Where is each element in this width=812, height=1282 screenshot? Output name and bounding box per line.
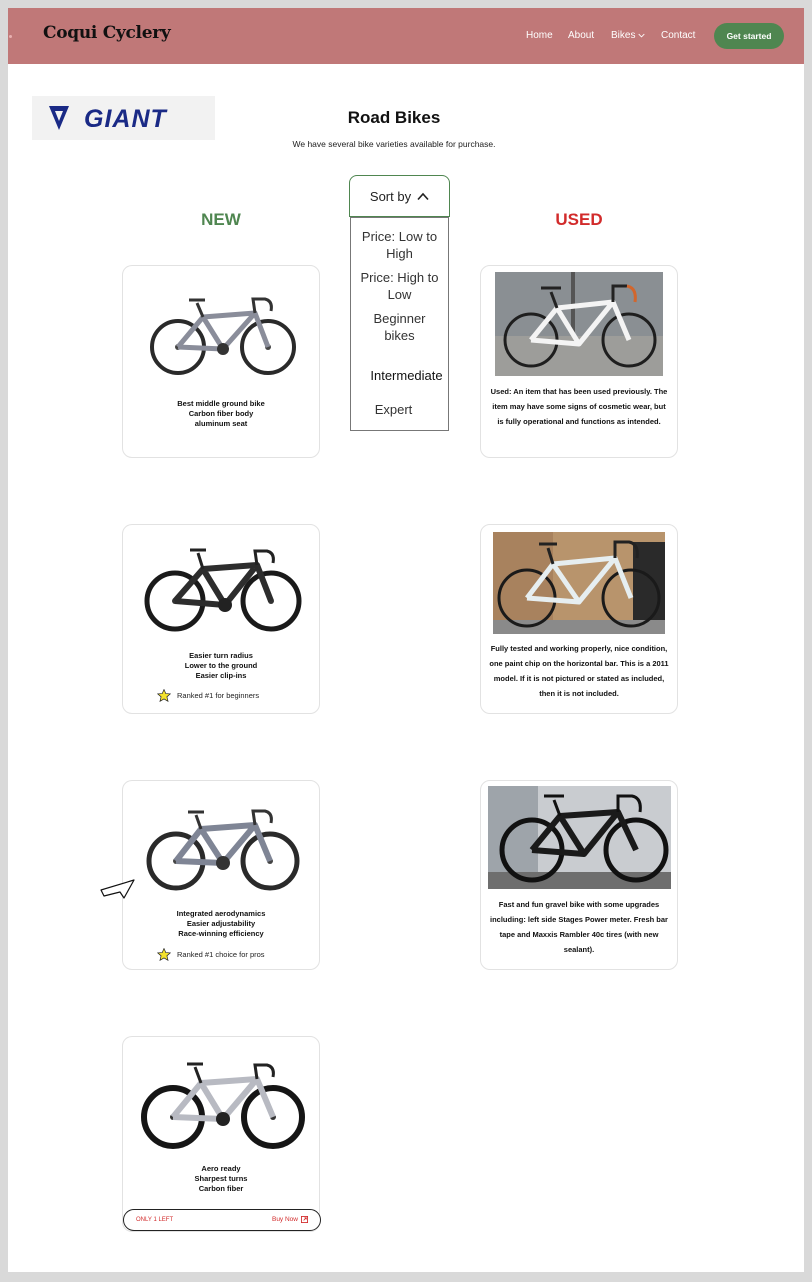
new-bike-card-1[interactable] xyxy=(122,265,320,458)
page-subtitle: We have several bike varieties available for purchase. xyxy=(292,139,496,149)
sort-label: Sort by xyxy=(369,188,412,204)
get-started-button[interactable]: Get started xyxy=(714,23,784,49)
external-link-icon xyxy=(301,1216,308,1223)
chevron-up-icon xyxy=(417,192,429,201)
new-bike-card-3[interactable] xyxy=(122,780,320,970)
buy-now-label: Buy Now xyxy=(271,1216,298,1223)
sort-option-line: High xyxy=(386,246,413,261)
stock-label: ONLY 1 LEFT xyxy=(136,1217,174,1223)
bike-feature: aluminum seat xyxy=(194,419,248,428)
sort-option-beginner[interactable] xyxy=(351,310,448,344)
bike-feature: Lower to the ground xyxy=(184,661,258,670)
star-icon xyxy=(157,689,171,702)
nav-contact[interactable]: Contact xyxy=(661,30,696,41)
sort-option-line: bikes xyxy=(384,328,415,343)
bike-feature: Easier adjustability xyxy=(186,919,256,928)
nav-bikes[interactable] xyxy=(611,30,645,41)
sort-option-line: Expert xyxy=(374,402,413,417)
used-description: Used: An item that has been used previously. The item may have some signs of cosmetic wear, but is fully operational and functions as intended. xyxy=(490,387,668,426)
buy-bar xyxy=(123,1209,321,1231)
navbar xyxy=(8,8,804,64)
decorative-dot xyxy=(9,35,12,38)
sort-button[interactable] xyxy=(349,175,450,217)
bike-feature: Easier turn radius xyxy=(189,651,253,660)
used-description: Fully tested and working properly, nice condition, one paint chip on the horizontal bar. This is a 2011 model. If it is not pictured or stated as included, then it is not included. xyxy=(489,644,669,698)
cursor-arrow-icon xyxy=(100,878,136,900)
giant-logo xyxy=(32,96,215,140)
sort-option-line: Price: Low to xyxy=(361,229,438,244)
sort-option-price-high-low[interactable] xyxy=(351,269,448,303)
sort-option-intermediate[interactable] xyxy=(351,367,448,384)
sort-option-line: Beginner xyxy=(373,311,426,326)
page-title: Road Bikes xyxy=(347,108,441,127)
new-column-heading: NEW xyxy=(201,210,241,229)
brand-logo[interactable]: Coqui Cyclery xyxy=(43,23,171,43)
used-column-heading: USED xyxy=(555,210,603,229)
nav-bikes-label: Bikes xyxy=(611,30,636,41)
bike-feature: Race-winning efficiency xyxy=(178,929,264,938)
bike-image xyxy=(143,791,303,901)
chevron-down-icon xyxy=(638,32,645,39)
used-bike-card-1[interactable] xyxy=(480,265,678,458)
sort-menu xyxy=(350,217,449,431)
bike-image xyxy=(143,281,303,386)
new-bike-card-2[interactable] xyxy=(122,524,320,714)
nav-home[interactable]: Home xyxy=(526,30,553,41)
used-description: Fast and fun gravel bike with some upgrades including: left side Stages Power meter. Fresh bar tape and Maxxis Rambler 40c tires (with new sealant). xyxy=(490,900,668,954)
rank-text: Ranked #1 for beginners xyxy=(177,691,260,700)
sort-option-price-low-high[interactable] xyxy=(351,228,448,262)
rank-badge xyxy=(157,948,265,961)
nav-about[interactable]: About xyxy=(568,30,595,41)
new-bike-card-4[interactable] xyxy=(122,1036,320,1232)
sort-option-line: Intermediate xyxy=(370,368,443,383)
bike-photo xyxy=(495,272,663,376)
bike-feature: Best middle ground bike xyxy=(177,399,265,408)
rank-badge xyxy=(157,689,259,702)
bike-feature: Carbon fiber xyxy=(198,1184,244,1193)
used-bike-card-2[interactable] xyxy=(480,524,678,714)
bike-feature: Integrated aerodynamics xyxy=(176,909,266,918)
bike-feature: Aero ready xyxy=(201,1164,241,1173)
page xyxy=(8,8,804,1272)
sort-option-expert[interactable] xyxy=(351,401,448,418)
bike-feature: Easier clip-ins xyxy=(195,671,247,680)
bike-feature: Sharpest turns xyxy=(194,1174,248,1183)
sort-option-line: Price: High to xyxy=(360,270,439,285)
bike-photo xyxy=(493,532,665,634)
used-bike-card-3[interactable] xyxy=(480,780,678,970)
giant-emblem-icon xyxy=(48,104,70,132)
bike-image xyxy=(143,535,303,640)
giant-wordmark: GIANT xyxy=(84,105,167,133)
star-icon xyxy=(157,948,171,961)
bike-feature: Carbon fiber body xyxy=(188,409,254,418)
rank-text: Ranked #1 choice for pros xyxy=(177,950,265,959)
buy-now-button[interactable] xyxy=(272,1216,308,1223)
bike-photo xyxy=(488,786,671,889)
sort-option-line: Low xyxy=(387,287,412,302)
bike-image xyxy=(139,1045,307,1157)
